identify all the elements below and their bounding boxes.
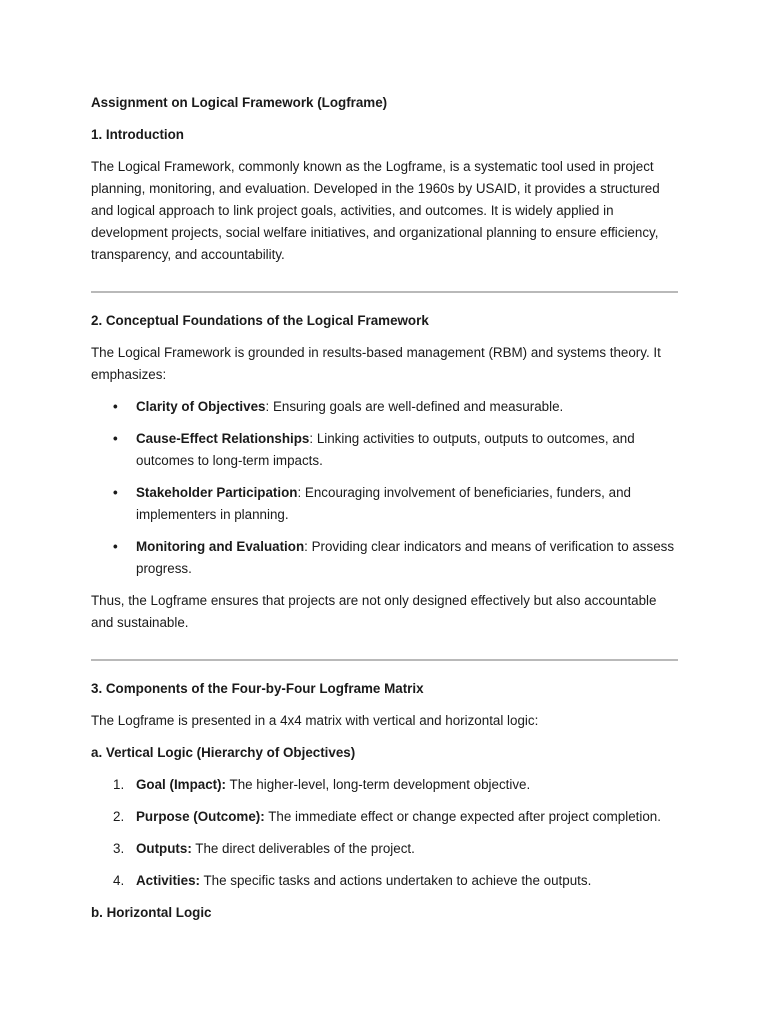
bullet-icon: • [113, 485, 118, 500]
list-item [91, 396, 678, 418]
list-item-term: Monitoring and Evaluation [136, 539, 305, 554]
subheading-horizontal-logic: b. Horizontal Logic [91, 905, 212, 920]
foundations-conclusion-paragraph: Thus, the Logframe ensures that projects are not only designed effectively but also accountable and sustainable. [91, 593, 657, 630]
list-item [91, 838, 678, 860]
bullet-icon: • [113, 399, 118, 414]
list-item-text: The specific tasks and actions undertaken to achieve the outputs. [200, 873, 592, 888]
section-heading-foundations: 2. Conceptual Foundations of the Logical Framework [91, 313, 429, 328]
list-item-text: The immediate effect or change expected after project completion. [264, 809, 661, 824]
section-divider [91, 291, 678, 293]
list-item-term: Clarity of Objectives [136, 399, 266, 414]
list-item [91, 536, 678, 580]
list-item [91, 482, 678, 526]
list-item [91, 870, 678, 892]
list-item-text: : Linking activities to outputs, outputs to outcomes, and outcomes to long-term impacts. [136, 431, 635, 468]
list-item-number: 2. [113, 809, 125, 824]
document-title: Assignment on Logical Framework (Logframe) [91, 95, 388, 110]
list-item-text: The higher-level, long-term development objective. [226, 777, 531, 792]
section-heading-components: 3. Components of the Four-by-Four Logframe Matrix [91, 681, 424, 696]
list-item-term: Outputs: [136, 841, 192, 856]
components-intro-paragraph: The Logframe is presented in a 4x4 matrix with vertical and horizontal logic: [91, 713, 539, 728]
vertical-logic-list [91, 774, 678, 892]
list-item-text: : Ensuring goals are well-defined and measurable. [265, 399, 564, 414]
list-item [91, 806, 678, 828]
list-item-term: Goal (Impact): [136, 777, 227, 792]
list-item-term: Purpose (Outcome): [136, 809, 265, 824]
list-item-number: 1. [113, 777, 125, 792]
list-item [91, 428, 678, 472]
list-item-term: Cause-Effect Relationships [136, 431, 310, 446]
list-item-term: Activities: [136, 873, 200, 888]
section-heading-introduction: 1. Introduction [91, 127, 184, 142]
introduction-paragraph: The Logical Framework, commonly known as the Logframe, is a systematic tool used in project planning, monitoring, and evaluation. Developed in the 1960s by USAID, it provides a structured and logical approach to link project goals, activities, and outcomes. It is widely applied in development projects, social welfare initiatives, and organizational planning to ensure efficiency, transparency, and accountability. [91, 159, 660, 262]
bullet-icon: • [113, 539, 118, 554]
list-item-text: : Providing clear indicators and means of verification to assess progress. [136, 539, 675, 576]
list-item-number: 4. [113, 873, 125, 888]
subheading-vertical-logic: a. Vertical Logic (Hierarchy of Objectives) [91, 745, 356, 760]
list-item [91, 774, 678, 796]
list-item-term: Stakeholder Participation [136, 485, 298, 500]
list-item-text: The direct deliverables of the project. [191, 841, 415, 856]
bullet-icon: • [113, 431, 118, 446]
foundations-intro-paragraph: The Logical Framework is grounded in results-based management (RBM) and systems theory. It emphasizes: [91, 345, 661, 382]
list-item-text: : Encouraging involvement of beneficiaries, funders, and implementers in planning. [136, 485, 631, 522]
section-divider [91, 659, 678, 661]
list-item-number: 3. [113, 841, 125, 856]
foundations-bullet-list [91, 396, 678, 580]
